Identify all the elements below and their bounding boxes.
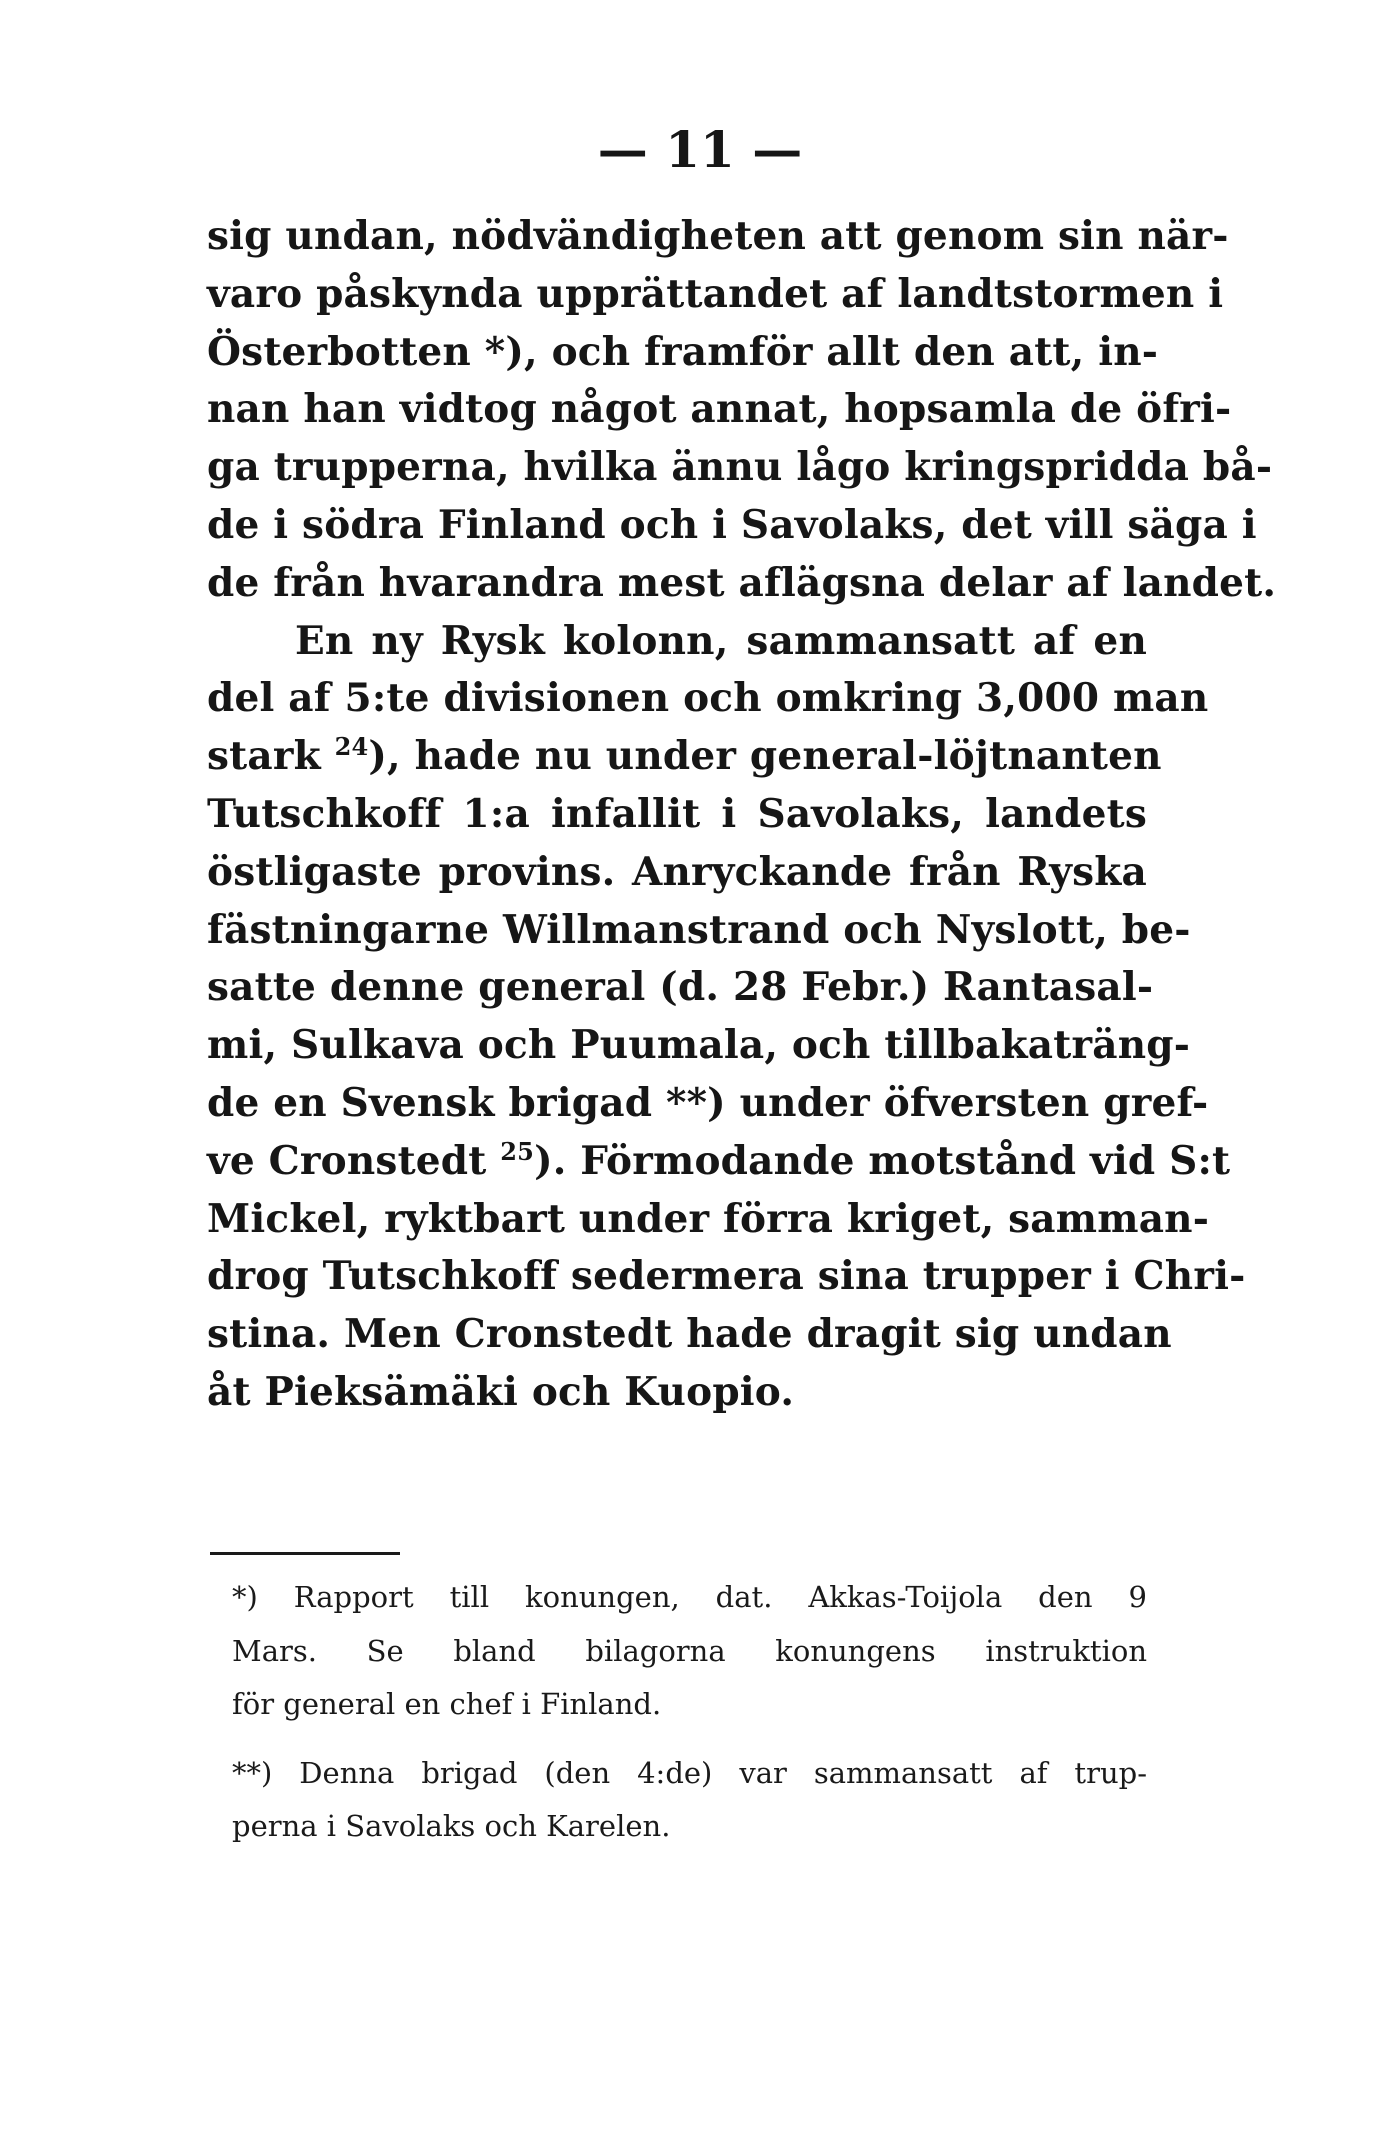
text-line: del af 5:te divisionen och omkring 3,000 man bbox=[207, 675, 1209, 722]
line-text: stark bbox=[207, 733, 321, 780]
paragraph-2 bbox=[207, 613, 1246, 1422]
text-line: de i södra Finland och i Savolaks, det vill säga i bbox=[207, 501, 1257, 548]
paragraph-1 bbox=[207, 208, 1277, 613]
text-line: fästningarne Willmanstrand och Nyslott, be- bbox=[207, 906, 1191, 953]
text-line: åt Pieksämäki och Kuopio. bbox=[207, 1368, 795, 1415]
text-line: östligaste provins. Anryckande från Ryska bbox=[207, 848, 1147, 895]
footnote-ref: 24 bbox=[334, 732, 369, 762]
main-text bbox=[207, 208, 1277, 1422]
text-line: nan han vidtog något annat, hopsamla de öfri- bbox=[207, 386, 1232, 433]
footnote-rule bbox=[210, 1552, 400, 1555]
text-line: satte denne general (d. 28 Febr.) Rantasal- bbox=[207, 964, 1154, 1011]
text-line: stina. Men Cronstedt hade dragit sig undan bbox=[207, 1311, 1172, 1358]
footnote-line: Mars. Se bland bilagorna konungens instruktion bbox=[232, 1633, 1147, 1668]
footnotes bbox=[232, 1571, 1147, 1854]
text-line: drog Tutschkoff sedermera sina trupper i Chri- bbox=[207, 1253, 1246, 1300]
footnote-2 bbox=[232, 1747, 1147, 1854]
text-line: sig undan, nödvändigheten att genom sin när- bbox=[207, 213, 1229, 259]
text-line: En ny Rysk kolonn, sammansatt af en bbox=[295, 617, 1147, 664]
footnote-1 bbox=[232, 1571, 1147, 1732]
text-line: mi, Sulkava och Puumala, och tillbakaträng- bbox=[207, 1022, 1191, 1069]
text-line bbox=[207, 1133, 1231, 1191]
page-number: — 11 — bbox=[597, 120, 803, 179]
footnote-line: perna i Savolaks och Karelen. bbox=[232, 1809, 671, 1843]
line-text: ve Cronstedt bbox=[207, 1137, 487, 1184]
text-line: de från hvarandra mest aflägsna delar af landet. bbox=[207, 559, 1277, 606]
footnote-line: **) Denna brigad (den 4:de) var sammansatt af trup- bbox=[232, 1755, 1147, 1790]
text-line: Österbotten *), och framför allt den att, in- bbox=[207, 328, 1159, 375]
text-line bbox=[207, 728, 1162, 786]
text-line: Mickel, ryktbart under förra kriget, samman- bbox=[207, 1195, 1210, 1242]
text-line: varo påskynda upprättandet af landtstormen i bbox=[207, 270, 1224, 317]
footnote-line: för general en chef i Finland. bbox=[232, 1687, 662, 1721]
footnote-gap bbox=[232, 1732, 1147, 1747]
text-line: ga trupperna, hvilka ännu lågo kringspridda bå- bbox=[207, 444, 1273, 491]
line-text: ). Förmodande motstånd vid S:t bbox=[534, 1137, 1231, 1184]
footnote-line: *) Rapport till konungen, dat. Akkas-Toijola den 9 bbox=[232, 1580, 1147, 1614]
text-line: de en Svensk brigad **) under öfversten gref- bbox=[207, 1079, 1209, 1126]
text-line: Tutschkoff 1:a infallit i Savolaks, landets bbox=[207, 790, 1147, 837]
footnote-ref: 25 bbox=[500, 1136, 535, 1166]
line-text: ), hade nu under general-löjtnanten bbox=[368, 733, 1162, 780]
